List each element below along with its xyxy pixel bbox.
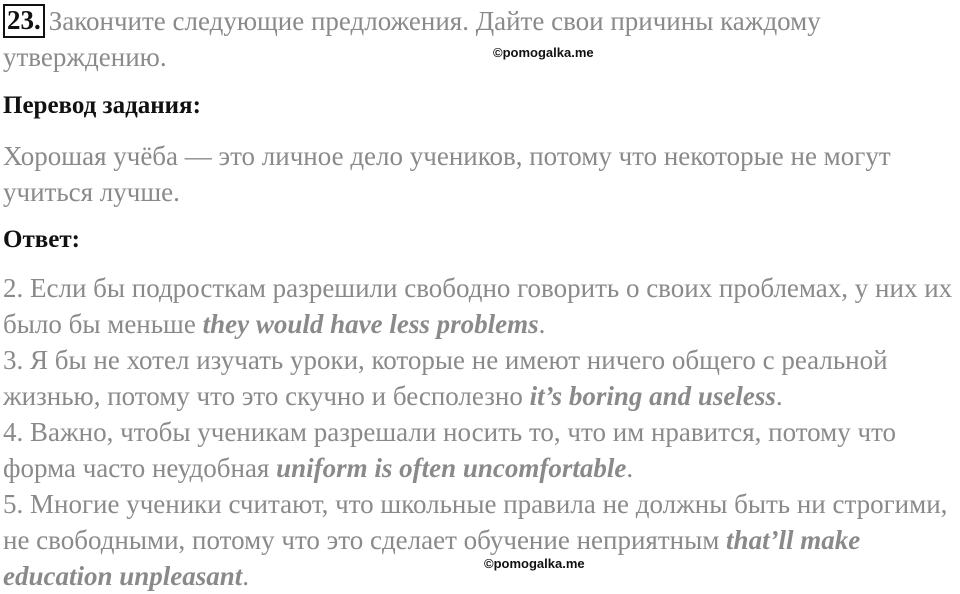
answer-item	[3, 486, 957, 594]
answer-highlight: they would have less problems	[202, 309, 539, 339]
answer-heading: Ответ:	[3, 226, 80, 253]
answer-text: 2. Если бы подросткам разрешили свободно говорить о своих проблемах, у них их было бы меньше	[3, 273, 953, 339]
translation-heading: Перевод задания:	[3, 92, 201, 119]
task-number: 23.	[3, 4, 45, 38]
watermark-top: ©pomogalka.me	[493, 45, 594, 60]
answer-item	[3, 342, 957, 414]
answer-highlight: that’ll make education unpleasant	[3, 525, 861, 591]
answer-end: .	[775, 381, 783, 411]
answer-list	[3, 270, 957, 594]
answer-text: 4. Важно, чтобы ученикам разрешали носить то, что им нравится, потому что форма часто неудобная	[3, 417, 897, 483]
task-text: Закончите следующие предложения. Дайте свои причины каждому утверждению.	[3, 6, 821, 72]
translation-text: Хорошая учёба — это личное дело учеников, потому что некоторые не могут учиться лучше.	[3, 141, 891, 207]
watermark-bottom: ©pomogalka.me	[484, 556, 585, 571]
answer-end: .	[242, 561, 250, 591]
answer-highlight: it’s boring and useless	[529, 381, 776, 411]
task-statement	[3, 3, 903, 75]
answer-item	[3, 414, 957, 486]
answer-text: 3. Я бы не хотел изучать уроки, которые не имеют ничего общего с реальной жизнью, потому что это скучно и бесполезно	[3, 345, 888, 411]
answer-text: 5. Многие ученики считают, что школьные правила не должны быть ни строгими, не свободными, потому что это сделает обучение неприятным	[3, 489, 948, 555]
answer-end: .	[626, 453, 634, 483]
answer-highlight: uniform is often uncomfortable	[276, 453, 627, 483]
answer-end: .	[538, 309, 546, 339]
answer-item	[3, 270, 957, 342]
